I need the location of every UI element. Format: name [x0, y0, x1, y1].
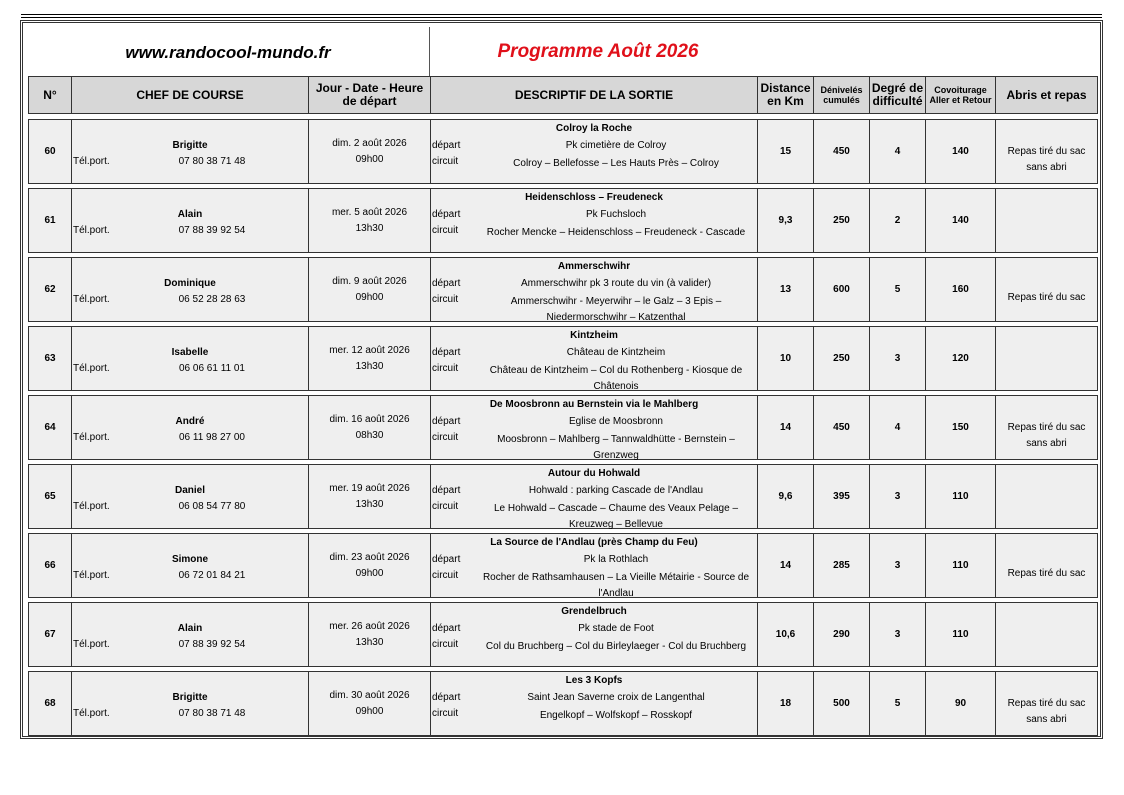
outing-date: dim. 9 août 2026: [332, 275, 407, 287]
chef-name: Alain: [177, 209, 203, 220]
header-num: N°: [29, 77, 72, 114]
description-cell: [431, 534, 758, 598]
circuit-route: Colroy – Bellefosse – Les Hauts Près – Colroy: [513, 158, 719, 169]
chef-phone: 07 80 38 71 48: [178, 156, 246, 167]
outing-title: La Source de l'Andlau (près Champ du Feu): [490, 537, 698, 548]
deniveles-value: 250: [814, 327, 870, 391]
site-url[interactable]: www.randocool-mundo.fr: [125, 43, 331, 62]
table-row: [28, 602, 1098, 667]
deniveles-value: 285: [814, 534, 870, 598]
distance-value: 14: [758, 534, 814, 598]
depart-place: Hohwald : parking Cascade de l'Andlau: [528, 485, 704, 496]
difficulte-value: 3: [870, 465, 926, 529]
tel-label: Tél.port.: [73, 501, 110, 512]
covoiturage-value: 110: [926, 603, 996, 667]
top-rule: [21, 14, 1102, 15]
tel-label: Tél.port.: [73, 708, 110, 719]
table-row: [28, 257, 1098, 322]
departure-time: 08h30: [355, 429, 384, 441]
depart-place: Pk Fuchsloch: [585, 209, 647, 220]
circuit-route: Moosbronn – Mahlberg – Tannwaldhütte - Bernstein – Grenzweg: [497, 434, 735, 461]
chef-name: Dominique: [164, 278, 216, 289]
departure-time: 13h30: [355, 498, 384, 510]
difficulte-value: 4: [870, 396, 926, 460]
table-row: [28, 326, 1098, 391]
covoiturage-value: 150: [926, 396, 996, 460]
chef-cell: [72, 327, 309, 391]
chef-cell: [72, 396, 309, 460]
description-cell: [431, 189, 758, 253]
tel-label: Tél.port.: [73, 225, 110, 236]
table-row: [28, 533, 1098, 598]
program-frame: [20, 20, 1103, 739]
circuit-label: circuit: [432, 432, 459, 443]
outing-title: Kintzheim: [570, 330, 618, 341]
chef-name: Brigitte: [172, 692, 208, 703]
chef-phone: 06 11 98 27 00: [179, 432, 245, 443]
row-number: 60: [29, 120, 72, 184]
outing-date: mer. 12 août 2026: [329, 344, 410, 356]
deniveles-value: 600: [814, 258, 870, 322]
departure-time: 09h00: [355, 153, 384, 165]
outing-title: De Moosbronn au Bernstein via le Mahlberg: [489, 399, 699, 410]
chef-phone: 07 80 38 71 48: [178, 708, 246, 719]
row-number: 63: [29, 327, 72, 391]
outing-date: dim. 2 août 2026: [332, 137, 407, 149]
circuit-route: Ammerschwihr - Meyerwihr – le Galz – 3 Epis – Niedermorschwihr – Katzenthal: [510, 296, 722, 323]
chef-phone: 06 06 61 11 01: [179, 363, 245, 374]
tel-label: Tél.port.: [73, 156, 110, 167]
difficulte-value: 4: [870, 120, 926, 184]
depart-place: Château de Kintzheim: [566, 347, 666, 358]
chef-phone: 06 08 54 77 80: [178, 501, 246, 512]
chef-phone: 07 88 39 92 54: [178, 639, 246, 650]
abris-value: Repas tiré du sac sans abri: [996, 396, 1098, 460]
header-covoiturage: Covoiturage Aller et Retour: [926, 77, 996, 114]
tel-label: Tél.port.: [73, 363, 110, 374]
tel-label: Tél.port.: [73, 294, 110, 305]
circuit-label: circuit: [432, 294, 459, 305]
difficulte-value: 3: [870, 603, 926, 667]
deniveles-value: 500: [814, 672, 870, 736]
chef-cell: [72, 672, 309, 736]
circuit-label: circuit: [432, 363, 459, 374]
header-chef: CHEF DE COURSE: [72, 77, 309, 114]
outing-date: mer. 26 août 2026: [329, 620, 410, 632]
table-row: [28, 671, 1098, 736]
chef-cell: [72, 603, 309, 667]
chef-name: Brigitte: [172, 140, 208, 151]
description-cell: [431, 258, 758, 322]
circuit-route: Rocher Mencke – Heidenschloss – Freudeneck - Cascade: [486, 227, 746, 238]
circuit-route: Engelkopf – Wolfskopf – Rosskopf: [539, 710, 693, 721]
row-number: 68: [29, 672, 72, 736]
date-cell: [309, 396, 431, 460]
date-cell: [309, 258, 431, 322]
description-cell: [431, 327, 758, 391]
date-cell: [309, 189, 431, 253]
departure-time: 09h00: [355, 291, 384, 303]
chef-phone: 06 72 01 84 21: [178, 570, 246, 581]
outing-title: Ammerschwihr: [557, 261, 631, 272]
depart-label: départ: [432, 209, 461, 220]
top-rule-inner: [21, 17, 1102, 18]
deniveles-value: 395: [814, 465, 870, 529]
date-cell: [309, 465, 431, 529]
header-difficulte: Degré de difficulté: [870, 77, 926, 114]
depart-label: départ: [432, 623, 461, 634]
column-header-row: [28, 76, 1098, 114]
page-title: Programme Août 2026: [497, 41, 699, 62]
description-cell: [431, 465, 758, 529]
outing-title: Heidenschloss – Freudeneck: [525, 192, 663, 203]
departure-time: 13h30: [355, 222, 384, 234]
chef-name: Daniel: [174, 485, 205, 496]
outing-title: Colroy la Roche: [555, 123, 633, 134]
description-cell: [431, 672, 758, 736]
outing-title: Grendelbruch: [561, 606, 627, 617]
row-number: 62: [29, 258, 72, 322]
header-date: Jour - Date - Heure de départ: [309, 77, 431, 114]
depart-place: Pk cimetière de Colroy: [565, 140, 667, 151]
row-number: 64: [29, 396, 72, 460]
circuit-label: circuit: [432, 570, 459, 581]
date-cell: [309, 534, 431, 598]
tel-label: Tél.port.: [73, 570, 110, 581]
header-divider: [429, 27, 430, 79]
circuit-route: Château de Kintzheim – Col du Rothenberg - Kiosque de Châtenois: [489, 365, 743, 392]
chef-phone: 06 52 28 28 63: [178, 294, 246, 305]
description-cell: [431, 396, 758, 460]
chef-cell: [72, 258, 309, 322]
chef-cell: [72, 120, 309, 184]
circuit-route: Rocher de Rathsamhausen – La Vieille Métairie - Source de l'Andlau: [482, 572, 750, 599]
deniveles-value: 450: [814, 396, 870, 460]
difficulte-value: 5: [870, 258, 926, 322]
depart-label: départ: [432, 347, 461, 358]
distance-value: 9,6: [758, 465, 814, 529]
description-cell: [431, 603, 758, 667]
row-number: 67: [29, 603, 72, 667]
depart-place: Eglise de Moosbronn: [569, 416, 663, 427]
chef-name: Isabelle: [171, 347, 209, 358]
departure-time: 13h30: [355, 636, 384, 648]
deniveles-value: 450: [814, 120, 870, 184]
abris-value: Repas tiré du sac: [996, 534, 1098, 598]
depart-label: départ: [432, 485, 461, 496]
departure-time: 09h00: [355, 567, 384, 579]
chef-name: Simone: [171, 554, 209, 565]
abris-value: [996, 603, 1098, 667]
depart-label: départ: [432, 692, 461, 703]
abris-value: Repas tiré du sac: [996, 258, 1098, 322]
outing-title: Les 3 Kopfs: [565, 675, 623, 686]
outing-date: mer. 19 août 2026: [329, 482, 410, 494]
date-cell: [309, 327, 431, 391]
abris-value: Repas tiré du sac sans abri: [996, 120, 1098, 184]
date-cell: [309, 120, 431, 184]
table-row: [28, 119, 1098, 184]
outing-date: mer. 5 août 2026: [331, 206, 408, 218]
depart-place: Saint Jean Saverne croix de Langenthal: [527, 692, 705, 703]
outing-date: dim. 16 août 2026: [329, 413, 410, 425]
departure-time: 09h00: [355, 705, 384, 717]
distance-value: 10,6: [758, 603, 814, 667]
difficulte-value: 3: [870, 534, 926, 598]
covoiturage-value: 90: [926, 672, 996, 736]
header-deniveles: Dénivelés cumulés: [814, 77, 870, 114]
difficulte-value: 5: [870, 672, 926, 736]
depart-label: départ: [432, 416, 461, 427]
departure-time: 13h30: [355, 360, 384, 372]
deniveles-value: 250: [814, 189, 870, 253]
depart-label: départ: [432, 140, 461, 151]
table-row: [28, 188, 1098, 253]
outing-date: dim. 23 août 2026: [329, 551, 410, 563]
description-cell: [431, 120, 758, 184]
distance-value: 10: [758, 327, 814, 391]
header-desc: DESCRIPTIF DE LA SORTIE: [431, 77, 758, 114]
depart-place: Ammerschwihr pk 3 route du vin (à valider): [520, 278, 712, 289]
table-row: [28, 464, 1098, 529]
circuit-label: circuit: [432, 501, 459, 512]
circuit-label: circuit: [432, 708, 459, 719]
circuit-label: circuit: [432, 225, 459, 236]
deniveles-value: 290: [814, 603, 870, 667]
row-number: 61: [29, 189, 72, 253]
circuit-label: circuit: [432, 156, 459, 167]
table-row: [28, 395, 1098, 460]
tel-label: Tél.port.: [73, 432, 110, 443]
covoiturage-value: 160: [926, 258, 996, 322]
covoiturage-value: 140: [926, 189, 996, 253]
distance-value: 15: [758, 120, 814, 184]
circuit-route: Col du Bruchberg – Col du Birleylaeger - Col du Bruchberg: [485, 641, 747, 652]
depart-place: Pk la Rothlach: [583, 554, 649, 565]
distance-value: 14: [758, 396, 814, 460]
covoiturage-value: 110: [926, 465, 996, 529]
abris-value: [996, 465, 1098, 529]
chef-cell: [72, 189, 309, 253]
tel-label: Tél.port.: [73, 639, 110, 650]
abris-value: [996, 189, 1098, 253]
depart-place: Pk stade de Foot: [578, 623, 654, 634]
date-cell: [309, 603, 431, 667]
difficulte-value: 3: [870, 327, 926, 391]
abris-value: Repas tiré du sac sans abri: [996, 672, 1098, 736]
covoiturage-value: 110: [926, 534, 996, 598]
chef-cell: [72, 465, 309, 529]
outing-title: Autour du Hohwald: [547, 468, 641, 479]
row-number: 65: [29, 465, 72, 529]
distance-value: 13: [758, 258, 814, 322]
chef-phone: 07 88 39 92 54: [178, 225, 246, 236]
chef-cell: [72, 534, 309, 598]
chef-name: Alain: [177, 623, 203, 634]
depart-label: départ: [432, 278, 461, 289]
date-cell: [309, 672, 431, 736]
covoiturage-value: 120: [926, 327, 996, 391]
chef-name: André: [175, 416, 205, 427]
covoiturage-value: 140: [926, 120, 996, 184]
row-number: 66: [29, 534, 72, 598]
circuit-route: Le Hohwald – Cascade – Chaume des Veaux Pelage – Kreuzweg – Bellevue: [493, 503, 739, 530]
distance-value: 18: [758, 672, 814, 736]
abris-value: [996, 327, 1098, 391]
circuit-label: circuit: [432, 639, 459, 650]
header-distance: Distance en Km: [758, 77, 814, 114]
header-abris: Abris et repas: [996, 77, 1098, 114]
difficulte-value: 2: [870, 189, 926, 253]
distance-value: 9,3: [758, 189, 814, 253]
depart-label: départ: [432, 554, 461, 565]
outing-date: dim. 30 août 2026: [329, 689, 410, 701]
